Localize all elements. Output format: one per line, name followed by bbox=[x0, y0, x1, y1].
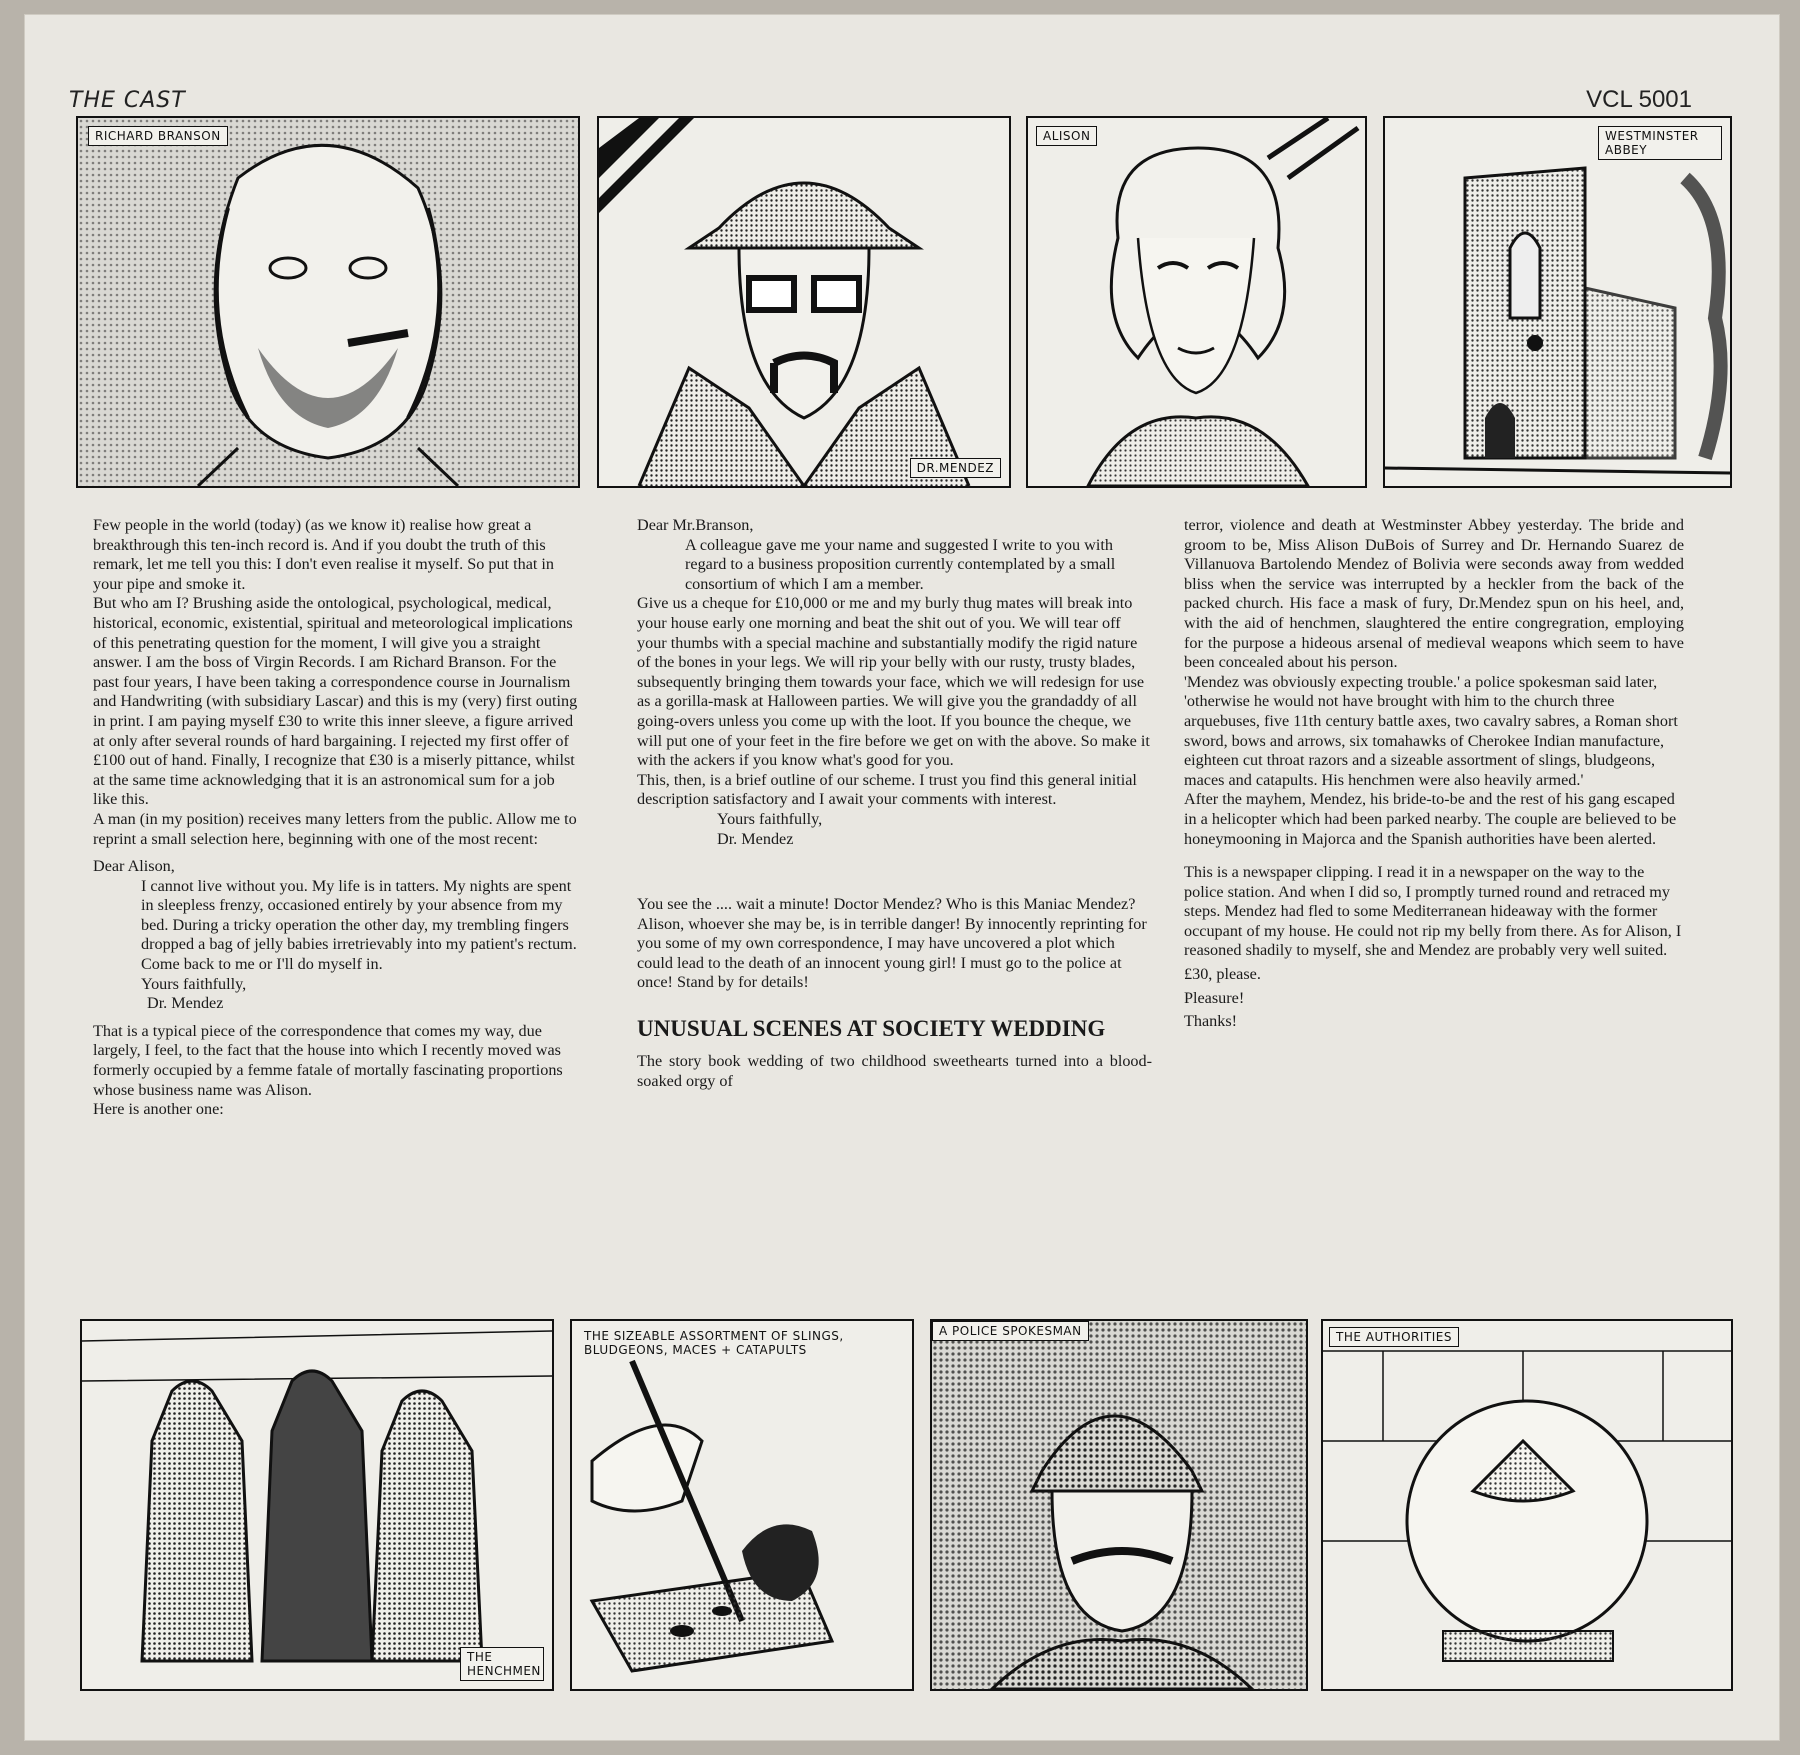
caption-dr-mendez: DR.MENDEZ bbox=[910, 458, 1001, 478]
letters-paragraph: A man (in my position) receives many letters from the public. Allow me to reprint a small selection here, beginning with one of the most recent: bbox=[93, 809, 581, 848]
inner-sleeve bbox=[24, 14, 1780, 1741]
letter1-signature: Dr. Mendez bbox=[147, 994, 224, 1013]
text-column-2 bbox=[637, 516, 1152, 1091]
policeman-drawing bbox=[932, 1321, 1306, 1689]
text-column-3 bbox=[1184, 516, 1689, 1032]
letter2-outline: This, then, is a brief outline of our scheme. I trust you find this general initial description satisfactory and I await your comments with interest. bbox=[637, 770, 1141, 809]
letter2-threat: Give us a cheque for £10,000 or me and my burly thug mates will break into your house early one morning and beat the shit out of you. We will tear off your thumbs with a special machine and substantially modify the rigid nature of the bones in your legs. We will rip your belly with our rusty, trusty blades, subsequently bringing them towards your face, which we will redesign for use as a gorilla-mask at Halloween parties. We will give you the grandaddy of all going-overs unless you come up with the loot. If you bounce the cheque, we will put one of your feet in the fire before we get on with the above. So make it with the ackers if you know what's good for you. bbox=[637, 594, 1154, 770]
alison-drawing bbox=[1028, 118, 1365, 486]
panel-dr-mendez bbox=[597, 116, 1011, 488]
cast-title: THE CAST bbox=[69, 88, 186, 113]
weapons-drawing bbox=[572, 1321, 912, 1689]
letter1-greeting: Dear Alison, bbox=[93, 857, 175, 876]
letter2-close: Yours faithfully, bbox=[717, 809, 823, 828]
letter2-signature: Dr. Mendez bbox=[717, 829, 794, 848]
article-start: The story book wedding of two childhood sweethearts turned into a blood-soaked orgy of bbox=[637, 1052, 1152, 1090]
caption-police-spokesman: A POLICE SPOKESMAN bbox=[932, 1321, 1089, 1341]
panel-henchmen bbox=[80, 1319, 554, 1691]
caption-westminster-abbey: WESTMINSTER ABBEY bbox=[1598, 126, 1722, 160]
panel-westminster-abbey bbox=[1383, 116, 1732, 488]
panel-alison bbox=[1026, 116, 1367, 488]
pleasure-line: Pleasure! bbox=[1184, 988, 1245, 1007]
wait-a-minute-paragraph: You see the .... wait a minute! Doctor Mendez? Who is this Maniac Mendez? Alison, whoever she may be, is in terrible danger! By innocently reprinting for you some of my own correspondence, I may have uncovered a plot which could lead to the death of an innocent young girl! I must go to the police at once! Stand by for details! bbox=[637, 895, 1151, 992]
abbey-drawing bbox=[1385, 118, 1730, 486]
newspaper-clipping-paragraph: This is a newspaper clipping. I read it in a newspaper on the way to the police station. And when I did so, I promptly turned round and retraced my steps. Mendez had fled to some Mediterranean hideaway with the former occupant of my house. He could not rip my belly from there. As for Alison, I reasoned shadily to myself, she and Mendez are probably very well suited. bbox=[1184, 863, 1686, 960]
police-spokesman-quote: 'Mendez was obviously expecting trouble.' a police spokesman said later, 'otherwise he would not have brought with him to the church three arquebuses, five 11th century battle axes, two cavalry sabres, a Roman short sword, bows and arrows, six tomahawks of Cherokee Indian manufacture, eighteen cut throat razors and a sizeable assortment of slings, bludgeons, maces and catapults. His henchmen were also heavily armed.' bbox=[1184, 672, 1682, 789]
catalogue-number: VCL 5001 bbox=[1586, 86, 1692, 113]
letter2-intro: A colleague gave me your name and suggested I write to you with regard to a business proposition currently contemplated by a small consortium of which I am a member. bbox=[685, 535, 1120, 593]
panel-weapons bbox=[570, 1319, 914, 1691]
panel-authorities bbox=[1321, 1319, 1733, 1691]
letter2-greeting: Dear Mr.Branson, bbox=[637, 516, 754, 534]
who-am-i-paragraph: But who am I? Brushing aside the ontological, psychological, medical, historical, economic, existential, spiritual and meteorological implications of this penetrating question for the moment, I will give you a straight answer. I am the boss of Virgin Records. I am Richard Branson. For the past four years, I have been taking a correspondence course in Journalism and Handwriting (with subsidiary Lascar) and this is my (very) first outing in print. I am paying myself £30 to write this inner sleeve, a figure arrived at only after several rounds of hard bargaining. I rejected my first offer of £100 out of hand. Finally, I recognize that £30 is a miserly pittance, whilst at the same time acknowledging that it is an astronomical sum for a job like this. bbox=[93, 594, 582, 809]
mayhem-paragraph: After the mayhem, Mendez, his bride-to-be and the rest of his gang escaped in a helicopter which had been parked nearby. The couple are believed to be honeymooning in Majorca and the Spanish authorities have been alerted. bbox=[1184, 790, 1681, 848]
panel-police-spokesman bbox=[930, 1319, 1308, 1691]
authorities-drawing bbox=[1323, 1321, 1731, 1689]
branson-drawing bbox=[78, 118, 578, 486]
thirty-pounds-line: £30, please. bbox=[1184, 965, 1261, 984]
text-column-1 bbox=[93, 516, 580, 1120]
article-continued: terror, violence and death at Westminster Abbey yesterday. The bride and groom to be, Miss Alison DuBois of Surrey and Dr. Hernando Suarez de Villanuova Bartolendo Mendez of Bolivia were seconds away from wedded bliss when the service was interrupted by a heckler from the back of the packed church. His face a mask of fury, Dr.Mendez spun on his heel, and, with the aid of henchmen, slaughtered the entire congregration, employing for the purpose a hideous arsenal of medieval weapons which seem to have been concealed about his person. bbox=[1184, 516, 1689, 672]
letter1-close: Yours faithfully, bbox=[141, 974, 247, 993]
letter1-body: I cannot live without you. My life is in tatters. My nights are spent in sleepless frenzy, occasioned entirely by your absence from my bed. During a tricky operation the other day, my trembling fingers dropped a bag of jelly babies irretrievably into my patient's rectum. Come back to me or I'll do myself in. bbox=[141, 876, 581, 974]
henchmen-drawing bbox=[82, 1321, 552, 1689]
caption-alison: ALISON bbox=[1036, 126, 1097, 146]
caption-henchmen: THE HENCHMEN bbox=[460, 1647, 544, 1681]
mendez-drawing bbox=[599, 118, 1009, 486]
intro-paragraph: Few people in the world (today) (as we know it) realise how great a breakthrough this ten-inch record is. And if you doubt the truth of this remark, let me tell you this: I don't even realise it myself. So put that in your pipe and smoke it. bbox=[93, 516, 559, 593]
caption-richard-branson: RICHARD BRANSON bbox=[88, 126, 228, 146]
panel-richard-branson bbox=[76, 116, 580, 488]
another-one-paragraph: Here is another one: bbox=[93, 1100, 224, 1119]
caption-authorities: THE AUTHORITIES bbox=[1329, 1327, 1459, 1347]
caption-weapons: THE SIZEABLE ASSORTMENT OF SLINGS, BLUDGEONS, MACES + CATAPULTS bbox=[584, 1329, 844, 1357]
newspaper-headline: UNUSUAL SCENES AT SOCIETY WEDDING bbox=[637, 1016, 1106, 1042]
thanks-line: Thanks! bbox=[1184, 1012, 1238, 1031]
typical-correspondence-paragraph: That is a typical piece of the correspondence that comes my way, due largely, I feel, to the fact that the house into which I recently moved was formerly occupied by a femme fatale of mortally fascinating proportions whose business name was Alison. bbox=[93, 1021, 567, 1099]
